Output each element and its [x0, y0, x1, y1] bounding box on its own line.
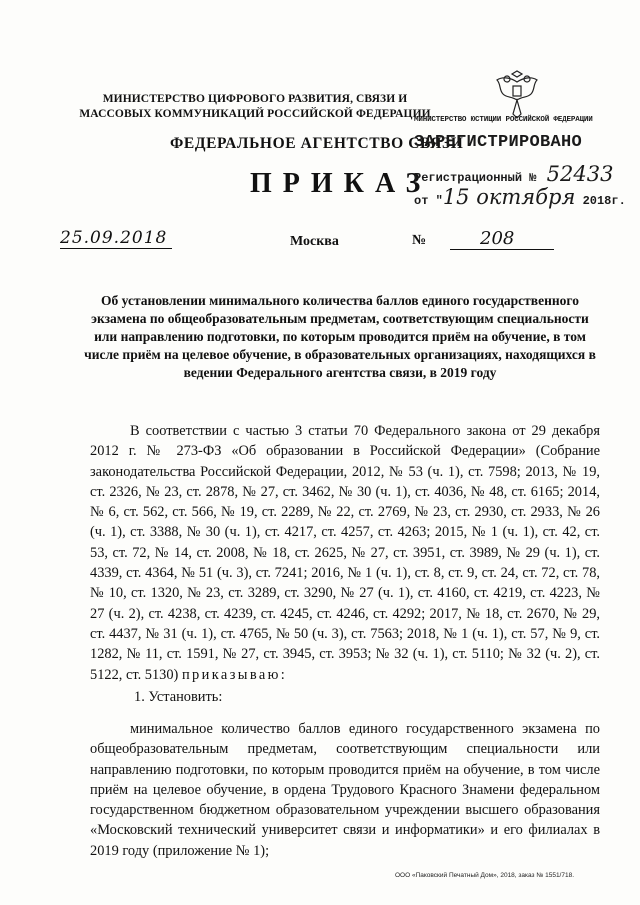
date-underline — [60, 248, 172, 249]
stamp-number-row — [414, 162, 613, 186]
ministry-name: МИНИСТЕРСТВО ЦИФРОВОГО РАЗВИТИЯ, СВЯЗИ И МАССОВЫХ КОММУНИКАЦИЙ РОССИЙСКОЙ ФЕДЕРАЦИИ — [79, 93, 431, 120]
stamp-date-value: 15 октября — [442, 185, 576, 209]
order-city: Москва — [290, 234, 339, 249]
order-title: Об установлении минимального количества баллов единого государственного экзамена по общеобразовательным предметам, соответствующим специальности или направлению подготовки, по которым проводится приём на обучение, в том числе приём на целевое обучение, в образовательных организациях, находящихся в ведении Федерального агентства связи, в 2019 году — [84, 293, 596, 380]
item-1-paragraph: минимальное количество баллов единого государственного экзамена по общеобразовательным предметам, соответствующим специальности или направлению подготовки, по которым проводится приём на обучение, в том числе приём на целевое обучение, в ордена Трудового Красного Знамени федеральном государственном бюджетном образовательном учреждении высшего образования «Московский технический университет связи и информатики» и его филиалах в 2019 году (приложение № 1); — [90, 721, 600, 859]
stamp-status: ЗАРЕГИСТРИРОВАНО — [414, 133, 583, 152]
item-1-heading: 1. Установить: — [134, 689, 223, 705]
order-verb: приказываю: — [181, 666, 288, 683]
printer-footer: ООО «Паковский Печатный Дом», 2018, заказ № 1551/718. — [395, 872, 575, 879]
document-type-heading: ПРИКАЗ — [250, 168, 432, 199]
agency-name: ФЕДЕРАЛЬНОЕ АГЕНТСТВО СВЯЗИ — [170, 135, 464, 152]
stamp-date-year: 2018 — [582, 194, 612, 208]
order-date: 25.09.2018 — [60, 228, 168, 248]
order-number-label: № — [412, 233, 427, 248]
number-underline — [450, 249, 554, 250]
stamp-year-suffix: г. — [611, 194, 626, 208]
preamble-text: В соответствии с частью 3 статьи 70 Федерального закона от 29 декабря 2012 г. № 273-ФЗ «Об образовании в Российской Федерации» (Собрание законодательства Российской Федерации, 2012, № 53 (ч. 1), ст. 7598; 2013, № 19, ст. 2326, № 23, ст. 2878, № 27, ст. 3462, № 30 (ч. 1), ст. 4036, № 48, ст. 6165; 2014, № 6, ст. 562, ст. 566, № 19, ст. 2289, № 22, ст. 2769, № 23, ст. 2930, ст. 2933, № 26 (ч. 1), ст. 3388, № 30 (ч. 1), ст. 4217, ст. 4257, ст. 4263; 2015, № 1 (ч. 1), ст. 42, ст. 53, ст. 72, № 14, ст. 2008, № 18, ст. 2625, № 27, ст. 3951, ст. 3989, № 29 (ч. 1), ст. 4339, ст. 4364, № 51 (ч. 3), ст. 7241; 2016, № 1 (ч. 1), ст. 8, ст. 9, ст. 24, ст. 72, ст. 78, № 10, ст. 1320, № 23, ст. 3289, ст. 3290, № 27 (ч. 1), ст. 4160, ст. 4219, ст. 4223, № 27 (ч. 2), ст. 4238, ст. 4239, ст. 4245, ст. 4246, ст. 4292; 2017, № 18, ст. 2670, № 29, ст. 4437, № 31 (ч. 1), ст. 4765, № 50 (ч. 3), ст. 7563; 2018, № 1 (ч. 1), ст. 57, № 9, ст. 1282, № 11, ст. 1591, № 27, ст. 3945, ст. 3953; № 32 (ч. 1), ст. 5110; № 32 (ч. 2), ст. 5122, ст. 5130) — [90, 423, 600, 683]
order-number: 208 — [480, 228, 515, 249]
stamp-number-label: Регистрационный № — [414, 171, 537, 185]
preamble-paragraph — [90, 421, 600, 685]
stamp-organization: МИНИСТЕРСТВО ЮСТИЦИИ РОССИЙСКОЙ ФЕДЕРАЦИИ — [414, 116, 593, 124]
registration-stamp — [414, 116, 626, 209]
stamp-date-row — [414, 185, 626, 209]
preamble — [90, 421, 600, 685]
stamp-number-value: 52433 — [546, 162, 614, 186]
stamp-date-prefix: от " — [414, 194, 443, 208]
double-headed-eagle-emblem-icon — [493, 70, 541, 122]
